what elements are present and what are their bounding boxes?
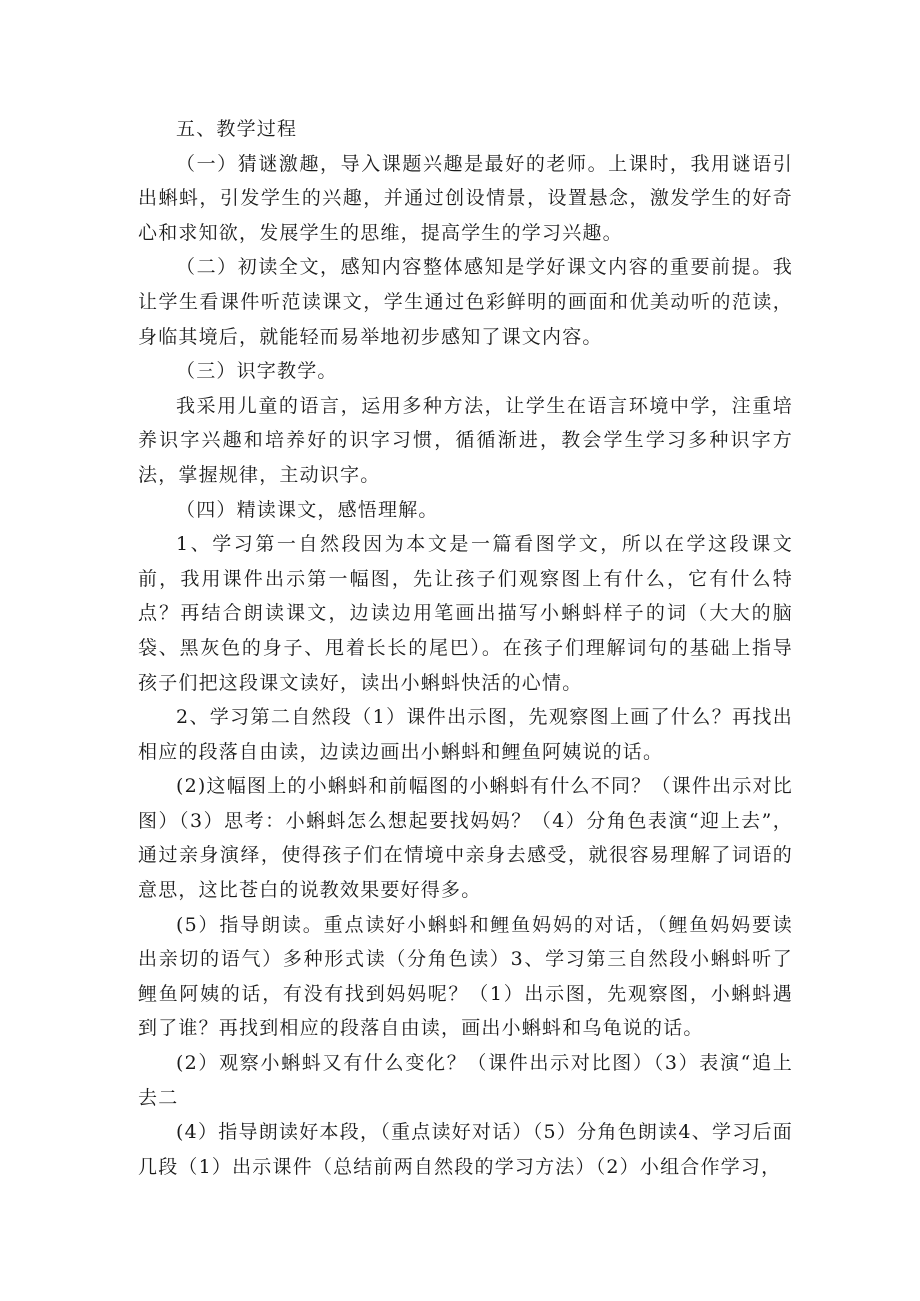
paragraph-1: （一）猜谜激趣，导入课题兴趣是最好的老师。上课时，我用谜语引出蝌蚪，引发学生的兴趣，并通过创设情景，设置悬念，激发学生的好奇心和求知欲，发展学生的思维，提高学生的学习兴趣。 bbox=[138, 152, 793, 244]
paragraph-10: (2）观察小蝌蚪又有什么变化？（课件出示对比图）（3）表演“追上去二 bbox=[138, 1052, 793, 1109]
paragraph-5: （四）精读课文，感悟理解。 bbox=[176, 498, 439, 521]
document-body bbox=[138, 112, 793, 1184]
paragraph-3: （三）识字教学。 bbox=[176, 360, 338, 383]
section-title: 五、教学过程 bbox=[176, 118, 298, 140]
paragraph-11: (4）指导朗读好本段，（重点读好对话）（5）分角色朗读4、学习后面几段（1）出示课件（总结前两自然段的学习方法）（2）小组合作学习， bbox=[138, 1121, 793, 1178]
paragraph-4: 我采用儿童的语言，运用多种方法，让学生在语言环境中学，注重培养识字兴趣和培养好的识字习惯，循循渐进，教会学生学习多种识字方法，掌握规律，主动识字。 bbox=[138, 394, 793, 486]
paragraph-6: 1、学习第一自然段因为本文是一篇看图学文，所以在学这段课文前，我用课件出示第一幅图，先让孩子们观察图上有什么，它有什么特点？再结合朗读课文，边读边用笔画出描写小蝌蚪样子的词（大大的脑袋、黑灰色的身子、甩着长长的尾巴）。在孩子们理解词句的基础上指导孩子们把这段课文读好，读出小蝌蚪快活的心情。 bbox=[138, 533, 793, 694]
paragraph-9: (5）指导朗读。重点读好小蝌蚪和鲤鱼妈妈的对话，（鲤鱼妈妈要读出亲切的语气）多种形式读（分角色读）3、学习第三自然段小蝌蚪听了鲤鱼阿姨的话，有没有找到妈妈呢？（1）出示图，先观察图，小蝌蚪遇到了谁？再找到相应的段落自由读，画出小蝌蚪和乌龟说的话。 bbox=[138, 913, 793, 1040]
paragraph-7: 2、学习第二自然段（1）课件出示图，先观察图上画了什么？再找出相应的段落自由读，边读边画出小蝌蚪和鲤鱼阿姨说的话。 bbox=[138, 706, 793, 763]
paragraph-2: （二）初读全文，感知内容整体感知是学好课文内容的重要前提。我让学生看课件听范读课文，学生通过色彩鲜明的画面和优美动听的范读，身临其境后，就能轻而易举地初步感知了课文内容。 bbox=[138, 256, 793, 348]
paragraph-8: (2)这幅图上的小蝌蚪和前幅图的小蝌蚪有什么不同？（课件出示对比图）（3）思考：小蝌蚪怎么想起要找妈妈？（4）分角色表演“迎上去”，通过亲身演绎，使得孩子们在情境中亲身去感受，就很容易理解了词语的意思，这比苍白的说教效果要好得多。 bbox=[138, 775, 793, 902]
